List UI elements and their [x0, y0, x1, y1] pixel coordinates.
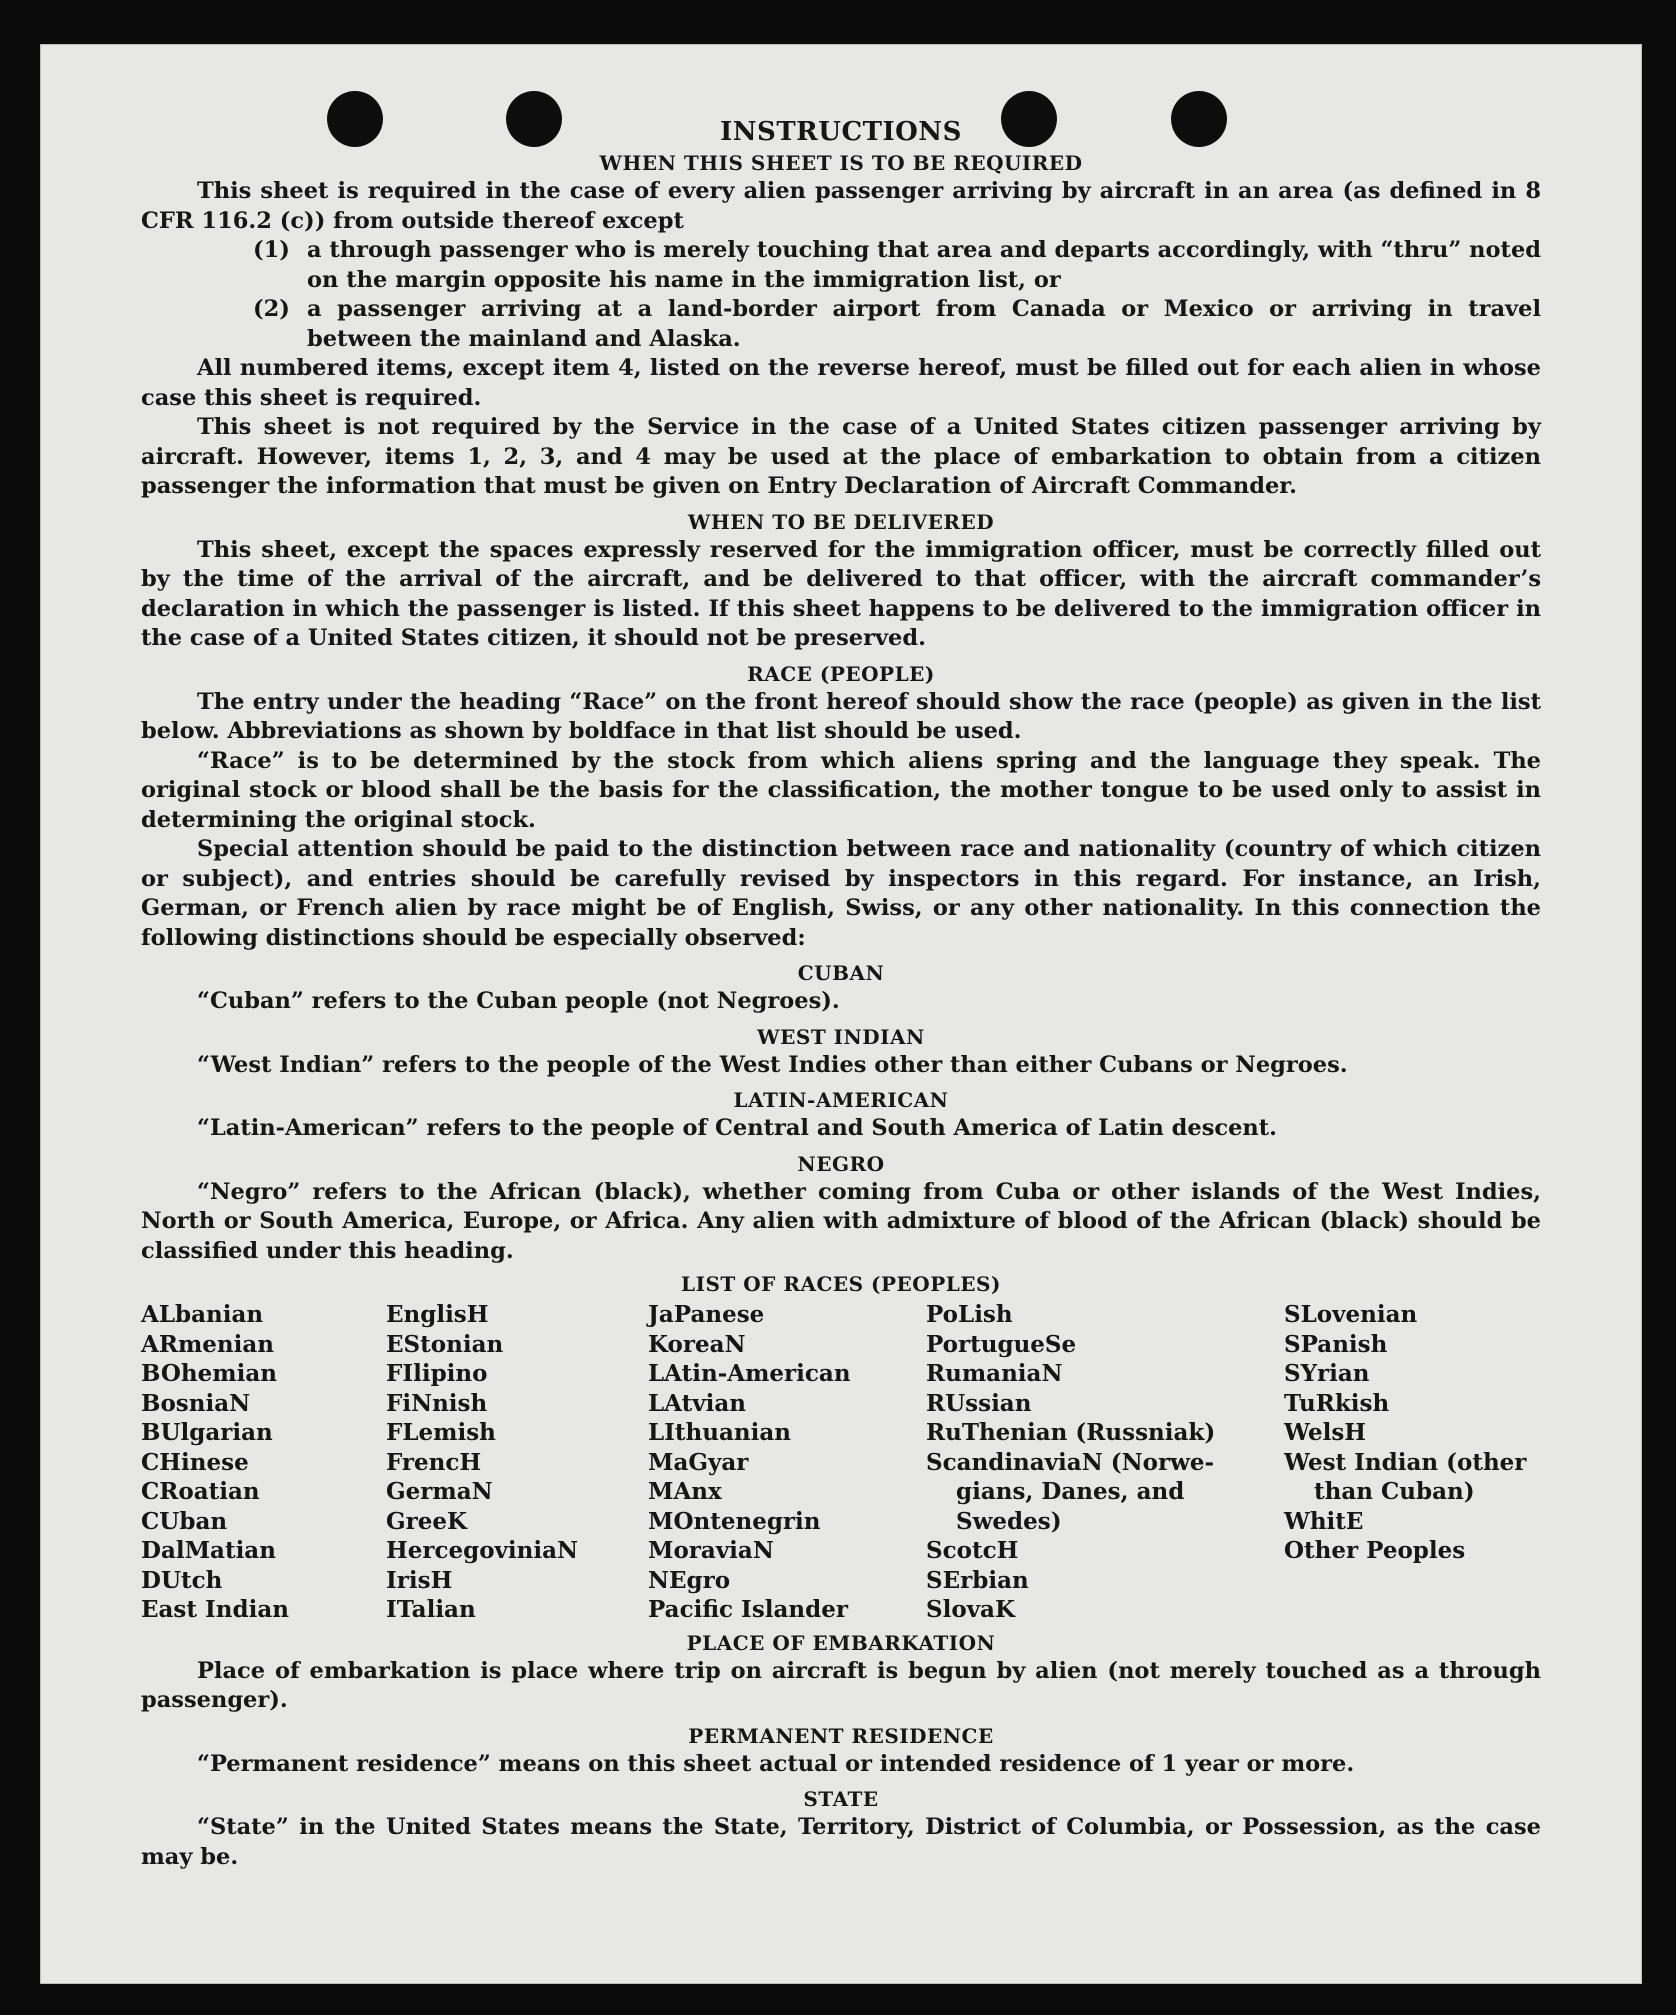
race-item: SPanish — [1284, 1330, 1388, 1358]
paragraph-race-entry: The entry under the heading “Race” on the front hereof should show the race (people) as given in the list below. Abbreviations as shown by boldface in that list should be used. — [141, 688, 1541, 744]
race-item: FLemish — [386, 1419, 496, 1446]
races-column-1 — [141, 1300, 386, 1625]
race-item: ITalian — [386, 1596, 476, 1623]
race-item: IrisH — [386, 1566, 453, 1594]
paragraph-embarkation: Place of embarkation is place where trip on aircraft is begun by alien (not merely touched as a through passenger). — [141, 1657, 1541, 1713]
heading-permanent-residence: PERMANENT RESIDENCE — [688, 1723, 994, 1748]
race-item: Other Peoples — [1284, 1537, 1466, 1564]
race-item-continuation: gians, Danes, and — [956, 1478, 1185, 1505]
races-column-2 — [386, 1300, 648, 1625]
race-item: ScotcH — [926, 1537, 1019, 1564]
paragraph-cuban: “Cuban” refers to the Cuban people (not Negroes). — [197, 988, 840, 1014]
race-item-continuation: Swedes) — [956, 1507, 1062, 1535]
race-item: West Indian (other — [1284, 1448, 1527, 1476]
race-item: PoLish — [926, 1301, 1013, 1328]
paragraph-race-stock: “Race” is to be determined by the stock from which aliens spring and the language they speak. The original stock or blood shall be the basis for the classification, the mother tongue to be used only to assist in determining the original stock. — [141, 747, 1541, 833]
race-item: FrencH — [386, 1448, 482, 1476]
paragraph-citizen-passenger: This sheet is not required by the Service in the case of a United States citizen passenger arriving by aircraft. However, items 1, 2, 3, and 4 may be used at the place of embarkation to obtain from a citizen passenger the information that must be given on Entry Declaration of Aircraft Commander. — [141, 414, 1541, 499]
race-item: ScandinaviaN (Norwe- — [926, 1448, 1215, 1476]
race-item: TuRkish — [1284, 1389, 1390, 1417]
race-item: FiNnish — [386, 1389, 488, 1417]
race-item: MOntenegrin — [648, 1507, 821, 1535]
race-item: ARmenian — [141, 1330, 275, 1358]
race-item: EnglisH — [386, 1301, 489, 1328]
race-item: East Indian — [141, 1596, 289, 1623]
heading-when-required: WHEN THIS SHEET IS TO BE REQUIRED — [599, 151, 1083, 175]
race-item: SLovenian — [1284, 1301, 1418, 1328]
race-item: CRoatian — [141, 1478, 260, 1505]
race-item: RuThenian (Russniak) — [926, 1419, 1216, 1446]
heading-list-of-races: LIST OF RACES (PEOPLES) — [681, 1272, 1001, 1296]
race-item: DalMatian — [141, 1537, 276, 1564]
paragraph-residence: “Permanent residence” means on this sheet actual or intended residence of 1 year or more. — [197, 1750, 1355, 1777]
race-item-continuation: than Cuban) — [1314, 1478, 1475, 1505]
race-item: EStonian — [386, 1330, 504, 1358]
race-item: BosniaN — [141, 1389, 251, 1417]
paragraph-race-nationality: Special attention should be paid to the distinction between race and nationality (country of which citizen or subject), and entries should be carefully revised by inspectors in this regard. For instance, an Irish, German, or French alien by race might be of English, Swiss, or any other nationality. In this connection the following distinctions should be especially observed: — [141, 836, 1541, 951]
heading-cuban: CUBAN — [797, 961, 885, 985]
race-item: SYrian — [1284, 1360, 1370, 1387]
heading-place-of-embarkation: PLACE OF EMBARKATION — [686, 1630, 996, 1655]
paragraph-latin-american: “Latin-American” refers to the people of Central and South America of Latin descent. — [197, 1115, 1277, 1141]
paragraph-negro: “Negro” refers to the African (black), whether coming from Cuba or other islands of the West Indies, North or South America, Europe, or Africa. Any alien with admixture of blood of the African (black) should be classified under this heading. — [141, 1178, 1541, 1264]
race-item: RUssian — [926, 1389, 1032, 1417]
race-item: BUlgarian — [141, 1419, 273, 1446]
paragraph-west-indian: “West Indian” refers to the people of the West Indies other than either Cubans or Negroes. — [197, 1051, 1348, 1078]
race-item: JaPanese — [648, 1301, 765, 1328]
race-item: WelsH — [1284, 1419, 1367, 1446]
race-item: KoreaN — [648, 1330, 746, 1358]
race-item: MAnx — [648, 1478, 722, 1505]
document-page — [40, 44, 1642, 1984]
heading-race: RACE (PEOPLE) — [747, 661, 935, 686]
races-column-5 — [1284, 1300, 1541, 1625]
heading-latin-american: LATIN-AMERICAN — [733, 1088, 949, 1112]
paragraph-state: “State” in the United States means the State, Territory, District of Columbia, or Possession, as the case may be. — [141, 1814, 1541, 1870]
instructions-content — [141, 115, 1541, 1872]
paragraph-delivery: This sheet, except the spaces expressly reserved for the immigration officer, must be correctly filled out by the time of the arrival of the aircraft, and be delivered to that officer, with the aircraft commander’s declaration in which the passenger is listed. If this sheet happens to be delivered to the immigration officer in the case of a United States citizen, it should not be preserved. — [141, 536, 1541, 651]
exception-item-1: (1) a through passenger who is merely touching that area and departs accordingly, with “thru” noted on the margin opposite his name in the immigration list, or — [253, 237, 1541, 293]
paragraph-required-intro: This sheet is required in the case of every alien passenger arriving by aircraft in an area (as defined in 8 CFR 116.2 (c)) from outside thereof except — [141, 178, 1541, 234]
race-item: MaGyar — [648, 1448, 749, 1476]
race-item: LAtvian — [648, 1389, 746, 1417]
race-item: WhitE — [1284, 1507, 1364, 1535]
heading-west-indian: WEST INDIAN — [757, 1024, 925, 1049]
race-item: SlovaK — [926, 1596, 1015, 1623]
race-item: CUban — [141, 1507, 228, 1535]
race-item: LAtin-American — [648, 1360, 851, 1387]
race-item: LIthuanian — [648, 1419, 791, 1446]
race-item: SErbian — [926, 1566, 1029, 1594]
race-item: ALbanian — [141, 1301, 264, 1328]
race-item: Pacific Islander — [648, 1596, 848, 1623]
race-item: GermaN — [386, 1478, 493, 1505]
heading-negro: NEGRO — [797, 1151, 885, 1176]
race-item: NEgro — [648, 1566, 731, 1594]
race-item: HercegoviniaN — [386, 1537, 579, 1564]
race-item: GreeK — [386, 1507, 468, 1535]
races-list — [141, 1300, 1541, 1625]
paragraph-numbered-items: All numbered items, except item 4, listed on the reverse hereof, must be filled out for each alien in whose case this sheet is required. — [141, 355, 1541, 411]
exception-item-2: (2) a passenger arriving at a land-border airport from Canada or Mexico or arriving in travel between the mainland and Alaska. — [253, 296, 1541, 352]
race-item: MoraviaN — [648, 1537, 774, 1564]
race-item: RumaniaN — [926, 1360, 1063, 1387]
race-item: CHinese — [141, 1448, 249, 1476]
race-item: BOhemian — [141, 1360, 277, 1387]
race-item: PortugueSe — [926, 1330, 1077, 1358]
heading-when-delivered: WHEN TO BE DELIVERED — [687, 509, 995, 534]
races-column-3 — [648, 1300, 926, 1625]
page-title: INSTRUCTIONS — [720, 117, 962, 147]
heading-state: STATE — [803, 1787, 879, 1811]
races-column-4 — [926, 1300, 1284, 1625]
race-item: DUtch — [141, 1566, 223, 1594]
race-item: FIlipino — [386, 1360, 488, 1387]
